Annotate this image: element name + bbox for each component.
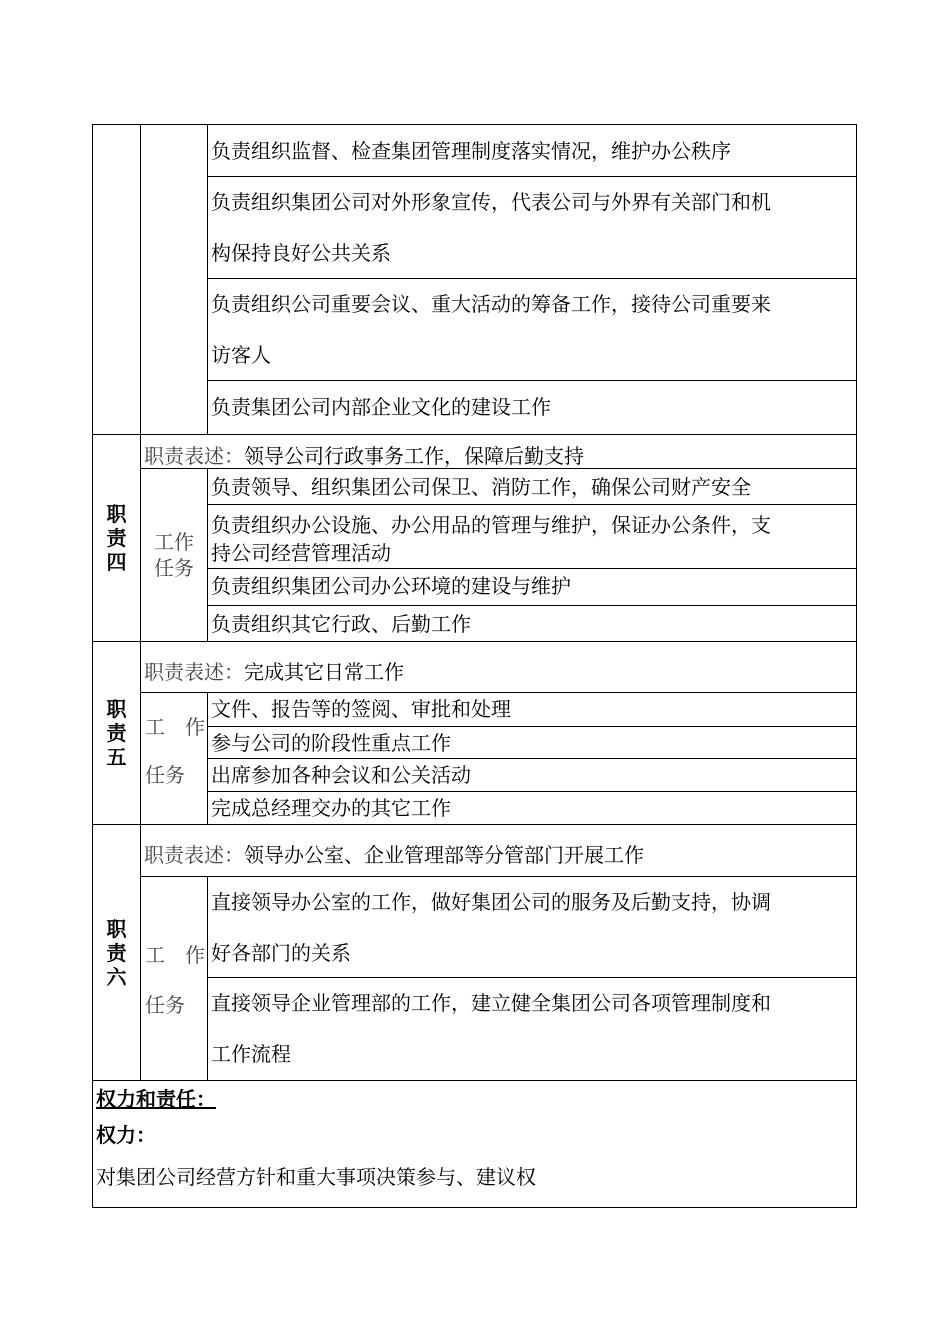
cont-task-1: 负责组织监督、检查集团管理制度落实情况，维护办公秩序 [207, 124, 857, 176]
duty5-task-label: 工 作 任务 [140, 692, 207, 824]
cont-label-cell [140, 124, 207, 434]
cont-task-3: 负责组织公司重要会议、重大活动的筹备工作，接待公司重要来 访客人 [207, 278, 857, 380]
duty5-task-3: 出席参加各种会议和公关活动 [207, 758, 857, 791]
duty5-task-1: 文件、报告等的签阅、审批和处理 [207, 692, 857, 726]
duty6-task-label: 工 作 任务 [140, 876, 207, 1080]
duty6-task-1: 直接领导办公室的工作，做好集团公司的服务及后勤支持，协调 好各部门的关系 [207, 876, 857, 977]
duty4-head: 职 责 四 [92, 434, 140, 641]
power-section [92, 1080, 857, 1208]
responsibility-table [92, 124, 858, 1208]
duty5-task-4: 完成总经理交办的其它工作 [207, 791, 857, 824]
duty4-task-1: 负责领导、组织集团公司保卫、消防工作，确保公司财产安全 [207, 468, 857, 504]
duty5-summary: 职责表述：完成其它日常工作 [140, 641, 857, 692]
duty4-task-3: 负责组织集团公司办公环境的建设与维护 [207, 568, 857, 605]
duty6-summary: 职责表述：领导办公室、企业管理部等分管部门开展工作 [140, 824, 857, 876]
cont-task-2: 负责组织集团公司对外形象宣传，代表公司与外界有关部门和机 构保持良好公共关系 [207, 176, 857, 278]
duty5-head: 职 责 五 [92, 641, 140, 824]
duty6-head: 职 责 六 [92, 824, 140, 1080]
power-subtitle: 权力： [96, 1123, 156, 1147]
duty5-task-2: 参与公司的阶段性重点工作 [207, 726, 857, 758]
duty4-task-label: 工作 任务 [140, 468, 207, 641]
duty6-task-2: 直接领导企业管理部的工作，建立健全集团公司各项管理制度和 工作流程 [207, 977, 857, 1080]
cont-task-4: 负责集团公司内部企业文化的建设工作 [207, 380, 857, 434]
duty4-task-4: 负责组织其它行政、后勤工作 [207, 605, 857, 641]
cont-head-cell [92, 124, 140, 434]
power-title: 权力和责任： [96, 1087, 216, 1111]
duty4-summary: 职责表述：领导公司行政事务工作，保障后勤支持 [140, 434, 857, 468]
duty4-task-2: 负责组织办公设施、办公用品的管理与维护，保证办公条件，支 持公司经营管理活动 [207, 504, 857, 568]
power-item: 对集团公司经营方针和重大事项决策参与、建议权 [96, 1165, 536, 1189]
